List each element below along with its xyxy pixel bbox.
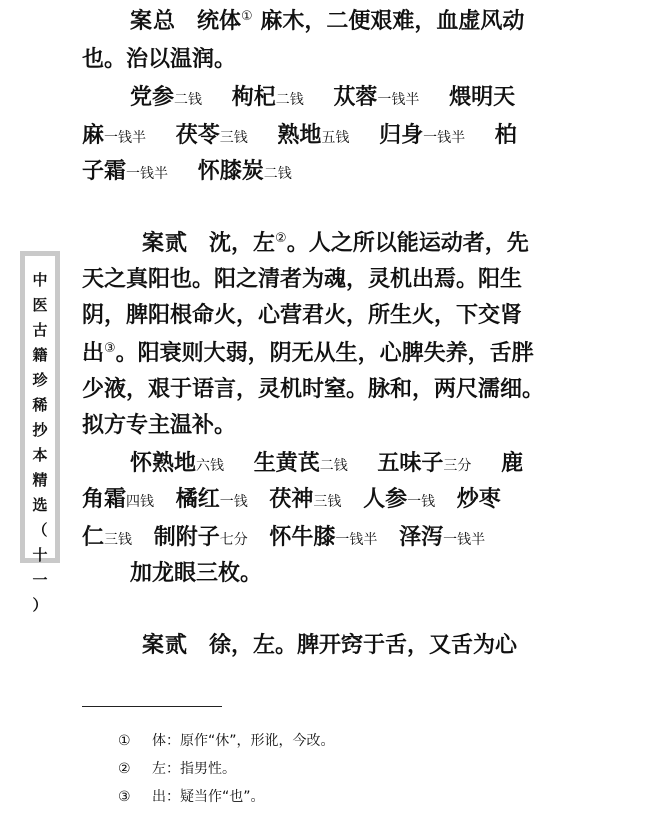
- case2-text-line: 阴，脾阳根命火，心营君火，所生火，下交肾: [82, 303, 523, 328]
- sidebar-char: 珍: [32, 371, 48, 389]
- case2-heading-line: [142, 232, 529, 259]
- footnote-ref-2[interactable]: ②: [275, 231, 287, 246]
- herb-dose: 一钱半: [126, 166, 169, 182]
- herb-name: 麻: [82, 123, 105, 148]
- sidebar-char: 医: [32, 296, 48, 314]
- herb-name: 党参: [130, 85, 175, 110]
- case3-heading-line: [142, 634, 517, 658]
- case1-rx-line-3: [82, 160, 292, 186]
- herb-dose: 一钱半: [335, 532, 378, 548]
- herb-dose: 三钱: [104, 532, 133, 548]
- sidebar-char: （: [32, 521, 48, 539]
- herb-name: 茯苓: [175, 123, 220, 148]
- case3-text: 徐，左。脾开窍于舌，又舌为心: [209, 633, 518, 658]
- footnote-text: 左：指男性。: [152, 761, 236, 777]
- case-label: 案: [142, 231, 166, 256]
- herb-name: 熟地: [277, 123, 322, 148]
- herb-name: 泽泻: [399, 525, 444, 550]
- footnote-number: ②: [118, 761, 131, 777]
- case-number: 总: [153, 9, 176, 34]
- herb-name: 怀熟地: [130, 451, 197, 476]
- case2-text-line: 拟方专主温补。: [82, 413, 237, 438]
- footnote-text: 出：疑当作“也”。: [152, 789, 265, 805]
- herb-dose: 一钱半: [443, 532, 486, 548]
- herb-name: 归身: [379, 123, 424, 148]
- footnote-number: ①: [118, 733, 131, 749]
- herb-name: 苁蓉: [333, 85, 378, 110]
- case-number: 贰: [165, 633, 188, 658]
- case1-rx-line-2: [82, 124, 517, 150]
- case1-heading-rest: 麻木，二便艰难，血虚风动: [260, 9, 525, 34]
- footnote: [118, 788, 265, 806]
- herb-dose: 一钱半: [377, 92, 420, 108]
- herb-name: 仁: [82, 525, 105, 550]
- footnote-ref-3[interactable]: ③: [104, 341, 116, 356]
- footnote-divider: [82, 706, 222, 707]
- sidebar-char: 选: [32, 496, 48, 514]
- herb-dose: 一钱: [219, 494, 248, 510]
- footnote-number: ③: [118, 789, 131, 805]
- case1-rx-line-1: [130, 86, 515, 112]
- herb-name: 制附子: [153, 525, 220, 550]
- case-label: 案: [142, 633, 166, 658]
- case2-rx-line-2: [82, 488, 501, 514]
- sidebar-char: 十: [32, 546, 48, 564]
- sidebar-char: 稀: [32, 396, 48, 414]
- case2-heading-text: 沈，左: [209, 231, 276, 256]
- herb-dose: 三钱: [313, 494, 342, 510]
- herb-name: 炒枣: [456, 487, 501, 512]
- footnote: [118, 732, 335, 750]
- case2-text-line: 天之真阳也。阳之清者为魂，灵机出焉。阳生: [82, 267, 523, 292]
- sidebar-char: 中: [32, 271, 48, 289]
- herb-name: 角霜: [82, 487, 127, 512]
- herb-name: 鹿: [501, 451, 524, 476]
- footnote-text: 体：原作“休”，形讹，今改。: [152, 733, 335, 749]
- herb-name: 怀膝炭: [197, 159, 264, 184]
- sidebar-char: 古: [32, 321, 48, 339]
- herb-dose: 三钱: [219, 130, 248, 146]
- case2-text-line: 少液，艰于语言，灵机时窒。脉和，两尺濡细。: [82, 377, 545, 402]
- herb-name: 橘红: [175, 487, 220, 512]
- series-title-sidebar: [20, 251, 60, 614]
- case1-heading-line: [130, 10, 524, 37]
- herb-dose: 二钱: [174, 92, 203, 108]
- herb-dose: 七分: [219, 532, 248, 548]
- herb-name: 茯神: [269, 487, 314, 512]
- case2-heading-rest: 。人之所以能运动者，先: [286, 231, 529, 256]
- herb-dose: 二钱: [275, 92, 304, 108]
- case2-rx-line-1: [130, 452, 523, 478]
- herb-name: 人参: [363, 487, 408, 512]
- herb-dose: 二钱: [319, 458, 348, 474]
- herb-name: 子霜: [82, 159, 127, 184]
- herb-dose: 一钱半: [423, 130, 466, 146]
- footnote-ref-1[interactable]: ①: [241, 9, 253, 24]
- case-number: 贰: [165, 231, 188, 256]
- sidebar-char: 本: [32, 446, 48, 464]
- case1-text-line: 也。治以温润。: [82, 47, 237, 72]
- case2-text-line: [82, 342, 534, 369]
- case2-addition: 加龙眼三枚。: [130, 561, 263, 586]
- case2-line4-rest: 。阳衰则大弱，阴无从生，心脾失养，舌胖: [115, 341, 534, 366]
- sidebar-char: ）: [32, 596, 48, 614]
- herb-dose: 五钱: [321, 130, 350, 146]
- footnote: [118, 760, 236, 778]
- herb-name: 怀牛膝: [269, 525, 336, 550]
- herb-name: 枸杞: [231, 85, 276, 110]
- case2-line4-start: 出: [82, 341, 105, 366]
- sidebar-char: 一: [32, 571, 48, 589]
- case-label: 案: [130, 9, 154, 34]
- sidebar-char: 精: [32, 471, 48, 489]
- herb-dose: 三分: [443, 458, 472, 474]
- herb-name: 煨明天: [449, 85, 516, 110]
- sidebar-char: 籍: [32, 346, 48, 364]
- herb-name: 五味子: [377, 451, 444, 476]
- herb-dose: 四钱: [126, 494, 155, 510]
- sidebar-char: 抄: [32, 421, 48, 439]
- herb-name: 柏: [494, 123, 517, 148]
- herb-name: 生黄芪: [253, 451, 320, 476]
- herb-dose: 六钱: [196, 458, 225, 474]
- herb-dose: 一钱: [407, 494, 436, 510]
- herb-dose: 一钱半: [104, 130, 147, 146]
- case2-rx-line-3: [82, 526, 485, 552]
- herb-dose: 二钱: [263, 166, 292, 182]
- case1-heading-text: 统体: [197, 9, 242, 34]
